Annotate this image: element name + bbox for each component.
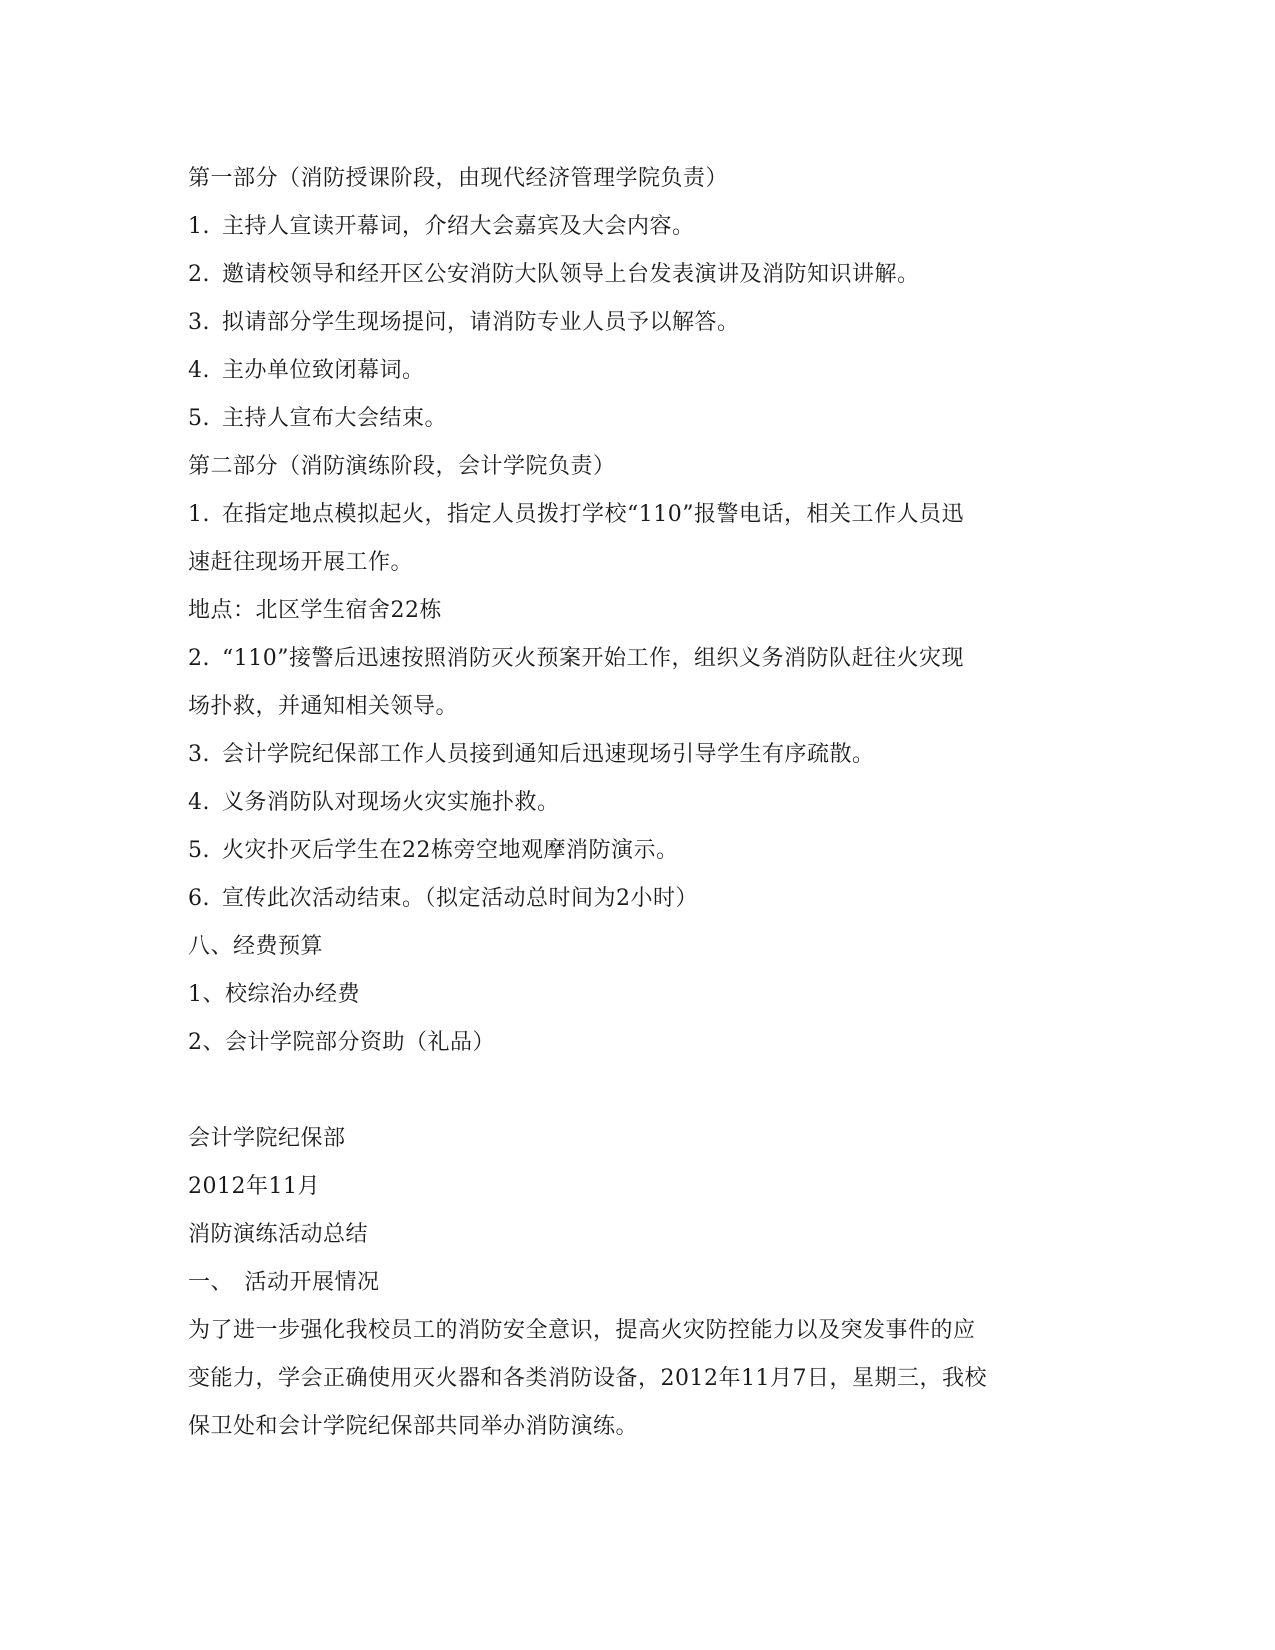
part1-item-5 bbox=[188, 395, 1028, 443]
part2-item-3 bbox=[188, 731, 1028, 779]
part1-item-2 bbox=[188, 251, 1028, 299]
part2-item-6 bbox=[188, 875, 1028, 923]
part2-item-2-continued: 场扑救，并通知相关领导。 bbox=[188, 694, 459, 719]
item-text: 主办单位致闭幕词。 bbox=[222, 358, 425, 383]
budget-item-1: 1、校综治办经费 bbox=[188, 982, 360, 1007]
summary-paragraph-line-2: 变能力，学会正确使用灭火器和各类消防设备，2012年11月7日，星期三，我校 bbox=[188, 1366, 987, 1391]
item-number: 5. bbox=[188, 406, 210, 431]
signature-org: 会计学院纪保部 bbox=[188, 1126, 346, 1151]
part1-item-4 bbox=[188, 347, 1028, 395]
location-line: 地点：北区学生宿舍22栋 bbox=[188, 598, 442, 623]
part2-item-5 bbox=[188, 827, 1028, 875]
item-text: “110”接警后迅速按照消防灭火预案开始工作，组织义务消防队赶往火灾现 bbox=[222, 646, 964, 671]
item-text: 会计学院纪保部工作人员接到通知后迅速现场引导学生有序疏散。 bbox=[222, 742, 875, 767]
item-number: 4. bbox=[188, 358, 210, 383]
part2-item-4 bbox=[188, 779, 1028, 827]
item-text: 主持人宣布大会结束。 bbox=[222, 406, 448, 431]
part1-item-3 bbox=[188, 299, 1028, 347]
budget-item-2: 2、会计学院部分资助（礼品） bbox=[188, 1030, 495, 1055]
item-text: 宣传此次活动结束。（拟定活动总时间为2小时） bbox=[222, 886, 698, 911]
item-number: 4. bbox=[188, 790, 210, 815]
item-number: 1. bbox=[188, 502, 210, 527]
item-number: 6. bbox=[188, 886, 210, 911]
part2-heading: 第二部分（消防演练阶段，会计学院负责） bbox=[188, 454, 616, 479]
item-text: 在指定地点模拟起火，指定人员拨打学校“110”报警电话，相关工作人员迅 bbox=[222, 502, 964, 527]
document-page bbox=[188, 155, 1028, 1451]
item-number: 3. bbox=[188, 310, 210, 335]
item-text: 火灾扑灭后学生在22栋旁空地观摩消防演示。 bbox=[222, 838, 679, 863]
summary-paragraph-line-1: 为了进一步强化我校员工的消防安全意识，提高火灾防控能力以及突发事件的应 bbox=[188, 1318, 976, 1343]
item-text: 义务消防队对现场火灾实施扑救。 bbox=[222, 790, 560, 815]
item-number: 3. bbox=[188, 742, 210, 767]
item-number: 5. bbox=[188, 838, 210, 863]
part2-item-1 bbox=[188, 491, 1028, 539]
part1-heading: 第一部分（消防授课阶段，由现代经济管理学院负责） bbox=[188, 166, 729, 191]
item-number: 2. bbox=[188, 646, 210, 671]
item-text: 邀请校领导和经开区公安消防大队领导上台发表演讲及消防知识讲解。 bbox=[222, 262, 920, 287]
part2-item-1-continued: 速赶往现场开展工作。 bbox=[188, 550, 414, 575]
summary-section-heading: 一、 活动开展情况 bbox=[188, 1270, 380, 1295]
budget-heading: 八、经费预算 bbox=[188, 934, 324, 959]
item-number: 1. bbox=[188, 214, 210, 239]
blank-line bbox=[188, 1067, 1028, 1115]
part1-item-1 bbox=[188, 203, 1028, 251]
item-number: 2. bbox=[188, 262, 210, 287]
part2-item-2 bbox=[188, 635, 1028, 683]
item-text: 拟请部分学生现场提问，请消防专业人员予以解答。 bbox=[222, 310, 740, 335]
summary-paragraph-line-3: 保卫处和会计学院纪保部共同举办消防演练。 bbox=[188, 1414, 639, 1439]
summary-title: 消防演练活动总结 bbox=[188, 1222, 369, 1247]
item-text: 主持人宣读开幕词，介绍大会嘉宾及大会内容。 bbox=[222, 214, 695, 239]
signature-date: 2012年11月 bbox=[188, 1174, 320, 1199]
